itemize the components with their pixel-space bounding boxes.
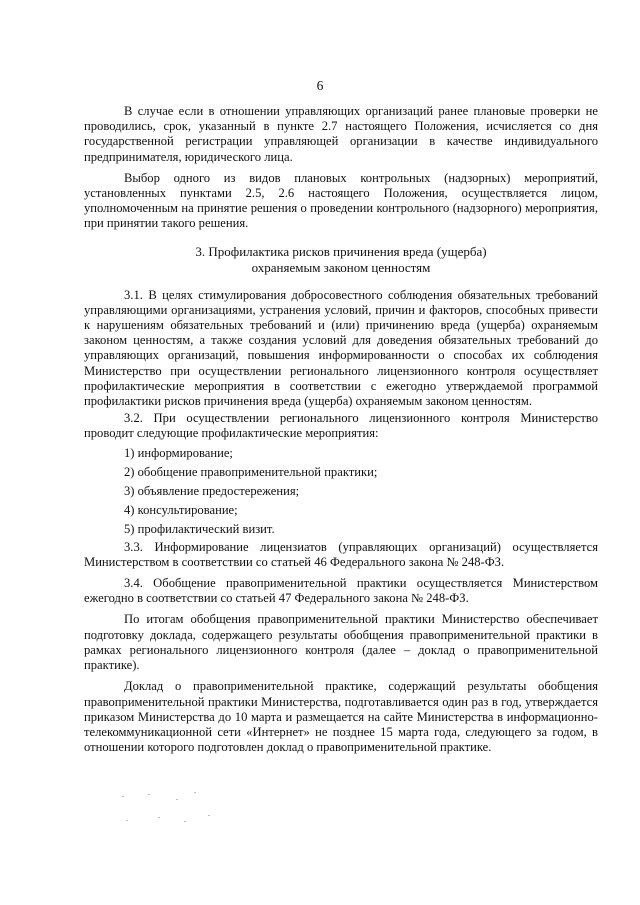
document-body — [84, 104, 598, 755]
paragraph-3-4: 3.4. Обобщение правоприменительной практики осуществляется Министерством ежегодно в соответствии со статьей 47 Федерального закона № 248-ФЗ. — [84, 576, 598, 606]
paragraph-report-preparation: По итогам обобщения правоприменительной практики Министерство обеспечивает подготовку доклада, содержащего результаты обобщения правоприменительной практики в рамках регионального лицензионного контроля (далее – доклад о правоприменительной практике). — [84, 612, 598, 673]
section-heading — [84, 244, 598, 276]
page-number: 6 — [316, 78, 324, 93]
paragraph-3-3: 3.3. Информирование лицензиатов (управляющих организаций) осуществляется Министерством в соответствии со статьей 46 Федерального закона № 248-ФЗ. — [84, 539, 598, 569]
preventive-measures-list — [84, 446, 598, 538]
list-item: 2) обобщение правоприменительной практики; — [124, 464, 378, 479]
list-item: 3) объявление предостережения; — [124, 484, 300, 499]
paragraph-3-2: 3.2. При осуществлении регионального лицензионного контроля Министерство проводит следующие профилактические мероприятия: — [84, 411, 598, 441]
list-item: 4) консультирование; — [124, 503, 238, 518]
paragraph-first-inspection: В случае если в отношении управляющих организаций ранее плановые проверки не проводились, срок, указанный в пункте 2.7 настоящего Положения, исчисляется со дня государственной регистрации управляющей организации в качестве индивидуального предпринимателя, юридического лица. — [84, 104, 598, 164]
section-heading-line-2: охраняемым законом ценностям — [251, 259, 431, 275]
paragraph-report-approval: Доклад о правоприменительной практике, содержащий результаты обобщения правоприменительной практики Министерства, подготавливается один раз в год, утверждается приказом Министерства до 10 марта и размещается на сайте Министерства в информационно-телекоммуникационной сети «Интернет» не позднее 15 марта года, следующего за годом, в отношении которого подготовлен доклад о правоприменительной практике. — [84, 679, 598, 755]
paragraph-3-1: 3.1. В целях стимулирования добросовестного соблюдения обязательных требований управляющими организациями, устранения условий, причин и факторов, способных привести к нарушениям обязательных требований и (или) причинению вреда (ущерба) охраняемым законом ценностям, а также создания условий для доведения обязательных требований до управляющих организаций, повышения информированности о способах их соблюдения Министерство при осуществлении регионального лицензионного контроля осуществляет профилактические мероприятия в соответствии с ежегодно утверждаемой программой профилактики рисков причинения вреда (ущерба) охраняемым законом ценностям. — [84, 287, 598, 409]
list-item: 5) профилактический визит. — [124, 522, 275, 537]
list-item: 1) информирование; — [124, 445, 233, 460]
paragraph-inspection-choice: Выбор одного из видов плановых контрольных (надзорных) мероприятий, установленных пунктами 2.5, 2.6 настоящего Положения, осуществляется лицом, уполномоченным на принятие решения о проведении контрольного (надзорного) мероприятия, при принятии такого решения. — [84, 170, 598, 231]
section-heading-line-1: 3. Профилактика рисков причинения вреда (ущерба) — [195, 243, 487, 259]
scan-noise — [118, 790, 238, 830]
